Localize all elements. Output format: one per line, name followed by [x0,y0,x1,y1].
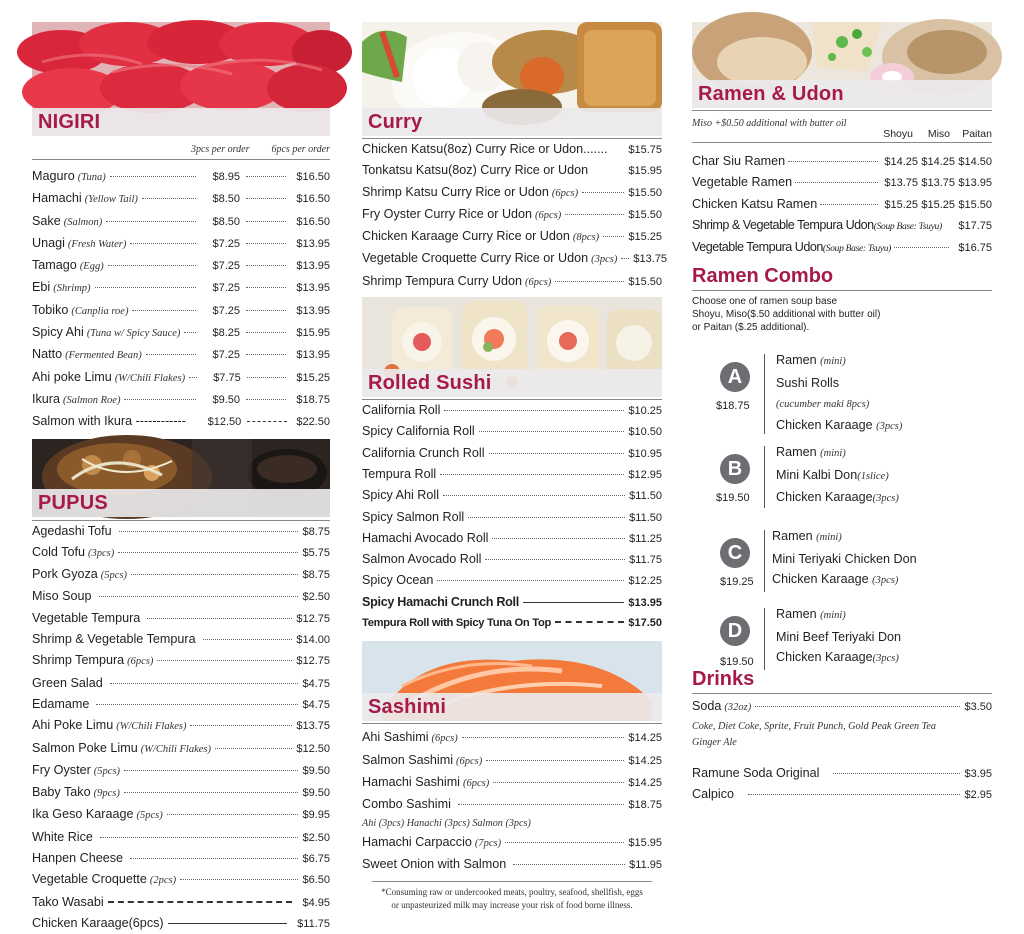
menu-item: Salmon Avocado Roll $11.75 [362,552,662,567]
section-title-sashimi: Sashimi [368,696,447,719]
menu-item: Tako Wasabi $4.95 [32,894,330,909]
rolled-sushi-list [362,400,662,633]
combo-price: $19.50 [716,492,750,505]
combo-badge-b: B [720,454,750,484]
nigiri-list [32,166,330,433]
menu-item: Hamachi Carpaccio (7pcs) $15.95 [362,834,662,849]
sashimi-list [362,727,662,875]
header-miso: Miso [927,128,950,140]
combo-price: $19.25 [720,576,754,589]
header-6pcs: 6pcs per order [271,144,330,155]
curry-banner [362,22,662,136]
combo-badge-d: D [720,616,750,646]
menu-item: Ahi Poke Limu (W/Chili Flakes) $13.75 [32,718,330,733]
combo-list [692,350,992,698]
menu-item: Shrimp Tempura (6pcs) $12.75 [32,653,330,668]
menu-item: Vegetable Ramen $13.75 $13.75 $13.95 [692,175,992,190]
menu-item: White Rice $2.50 [32,829,330,844]
menu-item: Chicken Katsu(8oz) Curry Rice or Udon....... $15.75 [362,142,662,156]
menu-item: Maguro (Tuna) $8.95 $16.50 [32,169,330,183]
menu-item: Hamachi Avocado Roll $11.25 [362,530,662,545]
menu-item: Vegetable Tempura Udon (Soup Base: Tsuyu) $16.75 [692,240,992,255]
section-title-curry: Curry [368,111,423,133]
section-title-nigiri: NIGIRI [38,111,101,133]
combo-price: $18.75 [716,400,750,413]
menu-item: Pork Gyoza (5pcs) $8.75 [32,567,330,582]
combo-set-d: D $19.50 Ramen (mini) Mini Beef Teriyaki Don Chicken Karaage(3pcs) [720,607,902,669]
combo-price: $19.50 [720,656,754,669]
menu-item: Ika Geso Karaage (5pcs) $9.95 [32,807,330,822]
section-title-pupus: PUPUS [38,491,108,514]
menu-item: Edamame $4.75 [32,696,330,711]
menu-item: Tonkatsu Katsu(8oz) Curry Rice or Udon $15.95 [362,163,662,178]
menu-item: Fry Oyster Curry Rice or Udon (6pcs) $15.50 [362,206,662,221]
soda-flavors-2: Ginger Ale [692,736,737,748]
nigiri-column-headers [32,144,330,160]
column-left [32,22,330,934]
ramen-list [692,151,992,259]
menu-item: Ramune Soda Original $3.95 [692,765,992,780]
menu-item: Ikura (Salmon Roe) $9.50 $18.75 [32,391,330,406]
menu-item: Ebi (Shrimp) $7.25 $13.95 [32,280,330,295]
combo-description: Choose one of ramen soup base Shoyu, Miso($.50 additional with butter oil) or Paitan ($.25 additional). [692,296,881,334]
menu-item: Green Salad $4.75 [32,675,330,690]
menu-item: Spicy Salmon Roll $11.50 [362,509,662,524]
ramen-banner [692,22,992,108]
raw-food-warning: *Consuming raw or undercooked meats, poultry, seafood, shellfish, eggs or unpasteurized milk may increase your risk of food borne illness. [381,887,643,911]
menu-item: Spicy Ahi Roll $11.50 [362,488,662,503]
menu-item: Salmon with Ikura ------------ $12.50 $22.50 [32,414,330,429]
menu-item: Sweet Onion with Salmon $11.95 [362,856,662,871]
section-title-ramen-udon: Ramen & Udon [698,83,844,105]
menu-item: California Crunch Roll $10.95 [362,445,662,460]
menu-item: Hamachi (Yellow Tail) $8.50 $16.50 [32,191,330,206]
menu-item: California Roll $10.25 [362,403,662,418]
menu-item: Sake (Salmon) $8.50 $16.50 [32,213,330,228]
menu-item: Chicken Karaage(6pcs) $11.75 [32,915,330,930]
menu-item: Chicken Karaage Curry Rice or Udon (8pcs) $15.25 [362,229,662,244]
menu-item: Baby Tako (9pcs) $9.50 [32,785,330,800]
menu-item: Hanpen Cheese $6.75 [32,851,330,866]
soda-flavors: Coke, Diet Coke, Sprite, Fruit Punch, Gold Peak Green Tea [692,720,936,732]
menu-item: Tempura Roll $12.95 [362,466,662,481]
menu-item: Ahi Sashimi (6pcs) $14.25 [362,730,662,745]
menu-item: Tobiko (Canplia roe) $7.25 $13.95 [32,302,330,317]
column-middle [362,22,668,912]
header-3pcs: 3pcs per order [190,144,250,155]
menu-item: Spicy Hamachi Crunch Roll $13.95 [362,594,662,609]
menu-item: Miso Soup $2.50 [32,589,330,604]
menu-item: Vegetable Tempura $12.75 [32,610,330,625]
menu-item: Shrimp & Vegetable Tempura $14.00 [32,632,330,647]
column-right [692,22,992,805]
section-title-drinks: Drinks [692,668,755,691]
curry-list [362,139,668,293]
nigiri-banner [32,22,330,136]
menu-item: Calpico $2.95 [692,787,992,802]
menu-item: Agedashi Tofu $8.75 [32,523,330,538]
menu-item: Tamago (Egg) $7.25 $13.95 [32,258,330,273]
menu-item: Char Siu Ramen $14.25 $14.25 $14.50 [692,154,992,168]
pupus-list [32,521,330,934]
rolled-sushi-banner [362,297,662,397]
combo-set-c: C $19.25 Ramen (mini) Mini Teriyaki Chicken Don Chicken Karaage (3pcs) [692,530,992,614]
combo-sashimi-note: Ahi (3pcs) Hanachi (3pcs) Salmon (3pcs) [362,817,531,829]
combo-set-a: A $18.75 Ramen (mini) Sushi Rolls (cucumber maki 8pcs) Chicken Karaage (3pcs) [692,350,992,446]
menu-item: Vegetable Croquette (2pcs) $6.50 [32,872,330,887]
menu-item: Vegetable Croquette Curry Rice or Udon (3pcs) $13.75 [362,251,668,266]
menu-item: Shrimp & Vegetable Tempura Udon (Soup Base: Tsuyu) $17.75 [692,217,992,232]
pupus-banner [32,439,330,517]
menu-item: Ahi poke Limu (W/Chili Flakes) $7.75 $15.25 [32,369,330,384]
combo-badge-a: A [720,362,750,392]
menu-item: Chicken Katsu Ramen $15.25 $15.25 $15.50 [692,196,992,211]
section-title-rolled-sushi: Rolled Sushi [368,372,492,395]
ramen-butter-note: Miso +$0.50 additional with butter oil [692,118,847,129]
menu-item: Hamachi Sashimi (6pcs) $14.25 [362,774,662,789]
combo-badge-c: C [720,538,750,568]
drinks-list [692,696,992,805]
menu-item: Spicy Ahi (Tuna w/ Spicy Sauce) $8.25 $15.95 [32,325,330,340]
sashimi-banner [362,641,662,721]
menu-item: Natto (Fermented Bean) $7.25 $13.95 [32,347,330,362]
menu-item: Fry Oyster (5pcs) $9.50 [32,762,330,777]
menu-item: Salmon Sashimi (6pcs) $14.25 [362,752,662,767]
header-shoyu: Shoyu [883,128,913,140]
header-paitan: Paitan [962,128,992,140]
menu-item: Spicy Ocean $12.25 [362,573,662,588]
menu-item: Soda (32oz) $3.50 [692,699,992,714]
section-title-ramen-combo: Ramen Combo [692,265,834,288]
menu-item: Combo Sashimi $18.75 [362,797,662,812]
menu-item: Cold Tofu (3pcs) $5.75 [32,544,330,559]
menu-item: Shrimp Katsu Curry Rice or Udon (6pcs) $15.50 [362,184,662,199]
menu-item: Salmon Poke Limu (W/Chili Flakes) $12.50 [32,740,330,755]
menu-item: Shrimp Tempura Curry Udon (6pcs) $15.50 [362,273,662,288]
combo-set-b: B $19.50 Ramen (mini) Mini Kalbi Don(1slice) Chicken Karaage(3pcs) [692,446,992,530]
ramen-column-headers [692,128,992,143]
menu-item: Spicy California Roll $10.50 [362,424,662,439]
menu-item: Unagi (Fresh Water) $7.25 $13.95 [32,235,330,250]
menu-item: Tempura Roll with Spicy Tuna On Top $17.50 [362,617,662,630]
